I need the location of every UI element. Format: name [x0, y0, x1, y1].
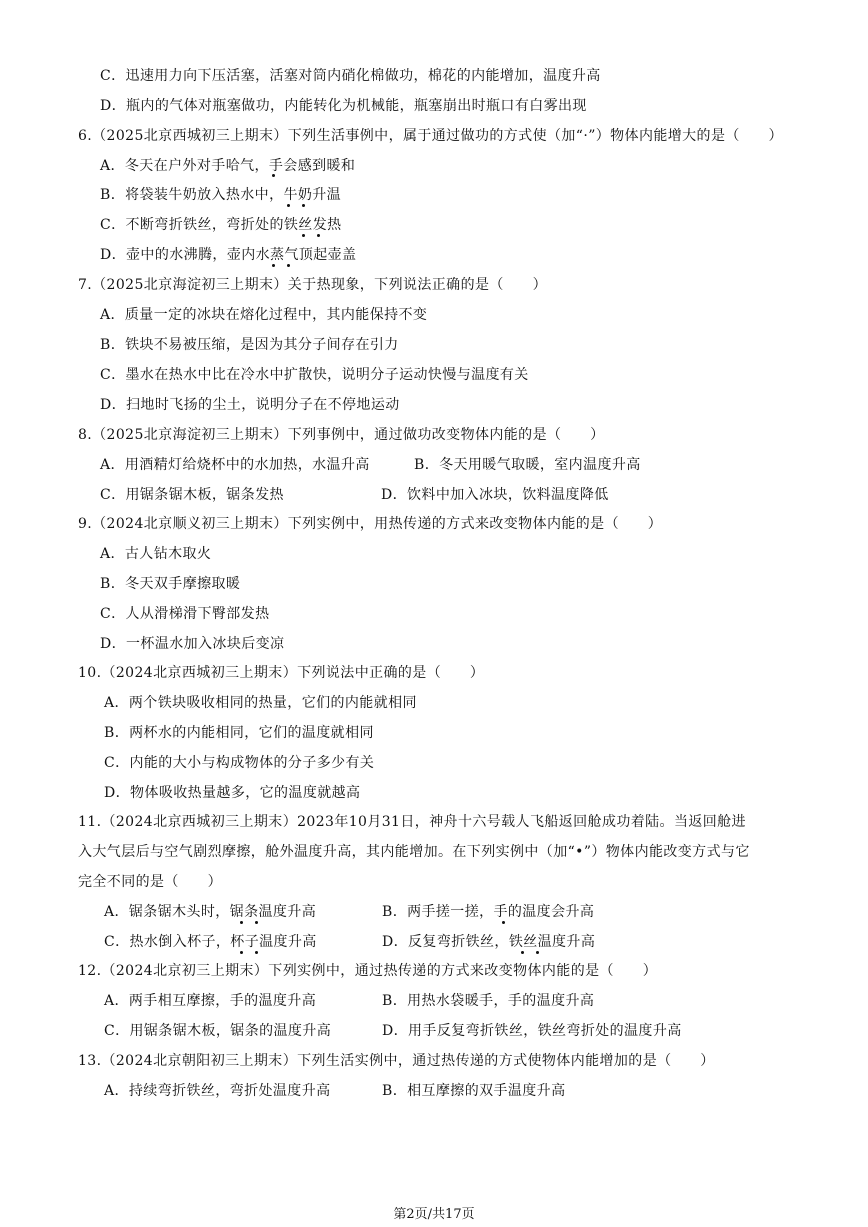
emphasis-dot [287, 264, 290, 267]
q11-option-a: A．锯条锯木头时，锯条温度升高 [104, 904, 317, 920]
q9-option-c: C．人从滑梯滑下臀部发热 [100, 606, 270, 622]
q13-stem: 13.（2024北京朝阳初三上期末）下列生活实例中，通过热传递的方式使物体内能增加的是（ ） [78, 1053, 715, 1069]
q6-option-a: A．冬天在户外对手哈气，手会感到暖和 [100, 158, 356, 174]
q12-option-c: C．用锯条锯木板，锯条的温度升高 [104, 1023, 332, 1039]
q7-option-d: D．扫地时飞扬的尘土，说明分子在不停地运动 [100, 397, 400, 413]
q8-stem: 8.（2025北京海淀初三上期末）下列事例中，通过做功改变物体内能的是（ ） [78, 427, 605, 443]
page-footer: 第2页/共17页 [393, 1207, 475, 1222]
q9-option-b: B．冬天双手摩擦取暖 [100, 576, 241, 592]
q10-option-d: D．物体吸收热量越多，它的温度就越高 [104, 785, 361, 801]
emphasis-dot [240, 921, 243, 924]
q11-option-b: B．两手搓一搓，手的温度会升高 [382, 904, 595, 920]
q5-option-c: C．迅速用力向下压活塞，活塞对筒内硝化棉做功，棉花的内能增加，温度升高 [100, 68, 601, 84]
emphasis-dot [272, 174, 275, 177]
q12-stem: 12.（2024北京初三上期末）下列实例中，通过热传递的方式来改变物体内能的是（ ） [78, 963, 658, 979]
q11-option-d: D．反复弯折铁丝，铁丝温度升高 [382, 934, 596, 950]
emphasis-dot [240, 951, 243, 954]
emphasis-dot [272, 264, 275, 267]
q10-option-c: C．内能的大小与构成物体的分子多少有关 [104, 755, 375, 771]
q11-stem-line3: 完全不同的是（ ） [78, 874, 222, 890]
q11-stem-line2: 入大气层后与空气剧烈摩擦，舱外温度升高，其内能增加。在下列实例中（加“•”）物体内能改变方式与它 [78, 844, 750, 860]
q13-option-a: A．持续弯折铁丝，弯折处温度升高 [104, 1083, 331, 1099]
q10-option-b: B．两杯水的内能相同，它们的温度就相同 [104, 725, 374, 741]
q8-option-c: C．用锯条锯木板，锯条发热 [100, 487, 284, 503]
emphasis-dot [255, 951, 258, 954]
emphasis-dot [302, 234, 305, 237]
q9-option-a: A．古人钻木取火 [100, 546, 212, 562]
emphasis-dot [502, 921, 505, 924]
q8-option-b: B．冬天用暖气取暖，室内温度升高 [414, 457, 641, 473]
q6-option-d: D．壶中的水沸腾，壶内水蒸气顶起壶盖 [100, 247, 357, 263]
q7-option-c: C．墨水在热水中比在冷水中扩散快，说明分子运动快慢与温度有关 [100, 367, 529, 383]
q8-option-a: A．用酒精灯给烧杯中的水加热，水温升高 [100, 457, 370, 473]
q7-option-a: A．质量一定的冰块在熔化过程中，其内能保持不变 [100, 307, 428, 323]
q11-option-c: C．热水倒入杯子，杯子温度升高 [104, 934, 317, 950]
q12-option-b: B．用热水袋暖手，手的温度升高 [382, 993, 595, 1009]
emphasis-dot [317, 234, 320, 237]
emphasis-dot [287, 204, 290, 207]
q11-stem-line1: 11.（2024北京西城初三上期末）2023年10月31日，神舟十六号载人飞船返回舱成功着陆。当返回舱进 [78, 814, 746, 830]
emphasis-dot [255, 921, 258, 924]
q9-option-d: D．一杯温水加入冰块后变凉 [100, 636, 285, 652]
q6-option-b: B．将袋装牛奶放入热水中，牛奶升温 [100, 187, 342, 203]
q13-option-b: B．相互摩擦的双手温度升高 [382, 1083, 566, 1099]
emphasis-dot [302, 204, 305, 207]
q6-option-c: C．不断弯折铁丝，弯折处的铁丝发热 [100, 217, 342, 233]
q10-option-a: A．两个铁块吸收相同的热量，它们的内能就相同 [104, 695, 417, 711]
emphasis-dot [536, 951, 539, 954]
q7-stem: 7.（2025北京海淀初三上期末）关于热现象，下列说法正确的是（ ） [78, 277, 547, 293]
q7-option-b: B．铁块不易被压缩，是因为其分子间存在引力 [100, 337, 399, 353]
q12-option-d: D．用手反复弯折铁丝，铁丝弯折处的温度升高 [382, 1023, 682, 1039]
q8-option-d: D．饮料中加入冰块，饮料温度降低 [381, 487, 609, 503]
q12-option-a: A．两手相互摩擦，手的温度升高 [104, 993, 317, 1009]
emphasis-dot [521, 951, 524, 954]
q6-stem: 6.（2025北京西城初三上期末）下列生活事例中，属于通过做功的方式使（加“·”）物体内能增大的是（ ） [78, 128, 783, 144]
q9-stem: 9.（2024北京顺义初三上期末）下列实例中，用热传递的方式来改变物体内能的是（ ） [78, 516, 663, 532]
q5-option-d: D．瓶内的气体对瓶塞做功，内能转化为机械能，瓶塞崩出时瓶口有白雾出现 [100, 98, 587, 114]
q10-stem: 10.（2024北京西城初三上期末）下列说法中正确的是（ ） [78, 665, 485, 681]
